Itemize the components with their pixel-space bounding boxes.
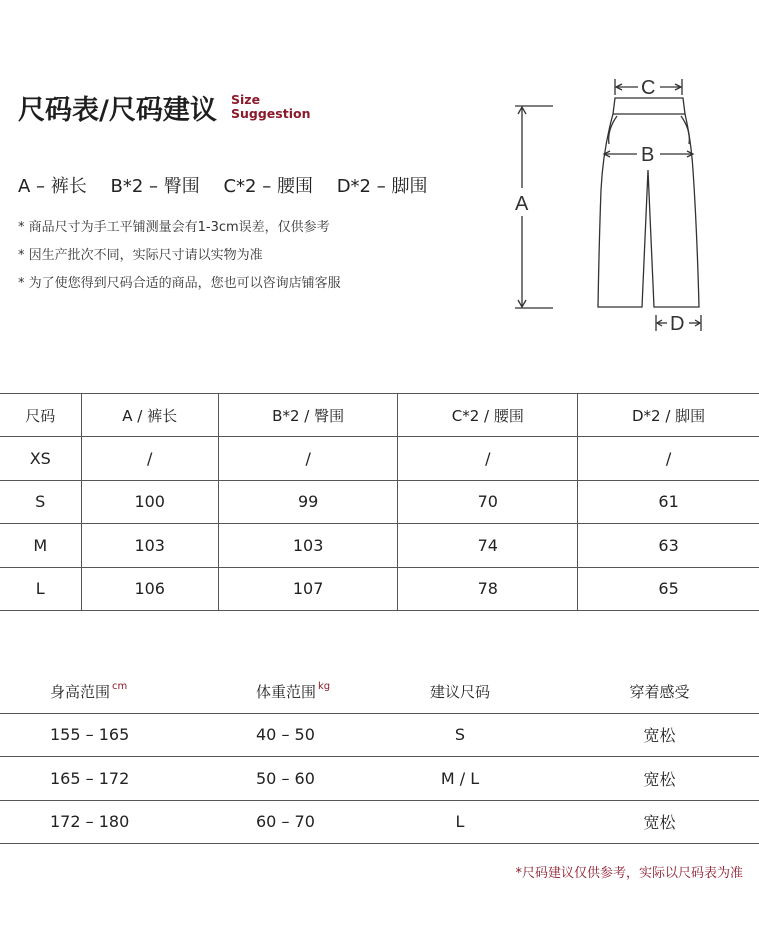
table-cell: 155 – 165 bbox=[0, 713, 180, 757]
subtitle-line-1: Size bbox=[231, 92, 261, 107]
table-cell: 70 bbox=[398, 480, 578, 523]
table-header-row bbox=[0, 670, 759, 713]
weight-unit: kg bbox=[318, 680, 331, 692]
table-header-cell: A / 裤长 bbox=[81, 394, 218, 437]
table-cell: 60 – 70 bbox=[180, 800, 360, 844]
table-cell: 50 – 60 bbox=[180, 757, 360, 801]
weight-header: 体重范围 bbox=[256, 682, 317, 701]
table-header-cell: B*2 / 臀围 bbox=[218, 394, 397, 437]
table-cell: / bbox=[218, 437, 397, 480]
table-cell: 103 bbox=[81, 524, 218, 567]
table-row bbox=[0, 800, 759, 844]
note-item: * 商品尺寸为手工平铺测量会有1-3cm误差，仅供参考 bbox=[18, 220, 330, 235]
table-cell: / bbox=[578, 437, 759, 480]
table-cell: 74 bbox=[398, 524, 578, 567]
table-row bbox=[0, 437, 759, 480]
legend-item-a: A – 裤长 bbox=[18, 176, 87, 197]
table-cell: 61 bbox=[578, 480, 759, 523]
legend-item-b: B*2 – 臀围 bbox=[110, 176, 200, 197]
page-title: 尺码表/尺码建议 bbox=[18, 95, 217, 126]
table-cell: 165 – 172 bbox=[0, 757, 180, 801]
table-row bbox=[0, 480, 759, 523]
note-item: * 因生产批次不同，实际尺寸请以实物为准 bbox=[18, 248, 263, 263]
table-cell: M bbox=[0, 524, 81, 567]
table-header-cell: 建议尺码 bbox=[360, 670, 560, 713]
diagram-label-c: C bbox=[641, 77, 656, 99]
table-header-cell: 穿着感受 bbox=[560, 670, 759, 713]
diagram-label-d: D bbox=[670, 313, 685, 335]
table-row bbox=[0, 524, 759, 567]
table-header-cell bbox=[180, 670, 360, 713]
legend-item-c: C*2 – 腰围 bbox=[223, 176, 313, 197]
measurement-legend bbox=[18, 172, 445, 198]
height-unit: cm bbox=[112, 680, 128, 692]
table-cell: 100 bbox=[81, 480, 218, 523]
table-cell: M / L bbox=[360, 757, 560, 801]
diagram-label-b: B bbox=[641, 144, 655, 166]
table-header-cell: D*2 / 脚围 bbox=[578, 394, 759, 437]
table-cell: 宽松 bbox=[560, 757, 759, 801]
table-cell: 65 bbox=[578, 567, 759, 610]
legend-item-d: D*2 – 脚围 bbox=[336, 176, 428, 197]
table-cell: XS bbox=[0, 437, 81, 480]
table-cell: 宽松 bbox=[560, 713, 759, 757]
table-cell: 宽松 bbox=[560, 800, 759, 844]
table-cell: / bbox=[398, 437, 578, 480]
table-cell: 103 bbox=[218, 524, 397, 567]
table-cell: 107 bbox=[218, 567, 397, 610]
table-cell: S bbox=[0, 480, 81, 523]
table-row bbox=[0, 713, 759, 757]
size-table bbox=[0, 393, 759, 611]
table-cell: 63 bbox=[578, 524, 759, 567]
table-cell: 40 – 50 bbox=[180, 713, 360, 757]
table-cell: S bbox=[360, 713, 560, 757]
size-suggestion-table bbox=[0, 670, 759, 844]
table-header-cell: C*2 / 腰围 bbox=[398, 394, 578, 437]
height-header: 身高范围 bbox=[50, 682, 111, 701]
table-cell: 172 – 180 bbox=[0, 800, 180, 844]
subtitle-line-2: Suggestion bbox=[231, 106, 311, 121]
notes-list bbox=[18, 220, 341, 304]
table-header-row bbox=[0, 394, 759, 437]
table-cell: L bbox=[0, 567, 81, 610]
table-cell: 106 bbox=[81, 567, 218, 610]
diagram-label-a: A bbox=[515, 193, 529, 215]
table-cell: 78 bbox=[398, 567, 578, 610]
footnote: *尺码建议仅供参考，实际以尺码表为准 bbox=[515, 866, 743, 881]
page-subtitle bbox=[231, 93, 310, 121]
table-cell: 99 bbox=[218, 480, 397, 523]
pants-diagram-icon bbox=[505, 70, 725, 350]
table-row bbox=[0, 757, 759, 801]
table-header-cell bbox=[0, 670, 180, 713]
table-cell: / bbox=[81, 437, 218, 480]
table-row bbox=[0, 567, 759, 610]
table-header-cell: 尺码 bbox=[0, 394, 81, 437]
table-cell: L bbox=[360, 800, 560, 844]
note-item: * 为了使您得到尺码合适的商品，您也可以咨询店铺客服 bbox=[18, 276, 341, 291]
